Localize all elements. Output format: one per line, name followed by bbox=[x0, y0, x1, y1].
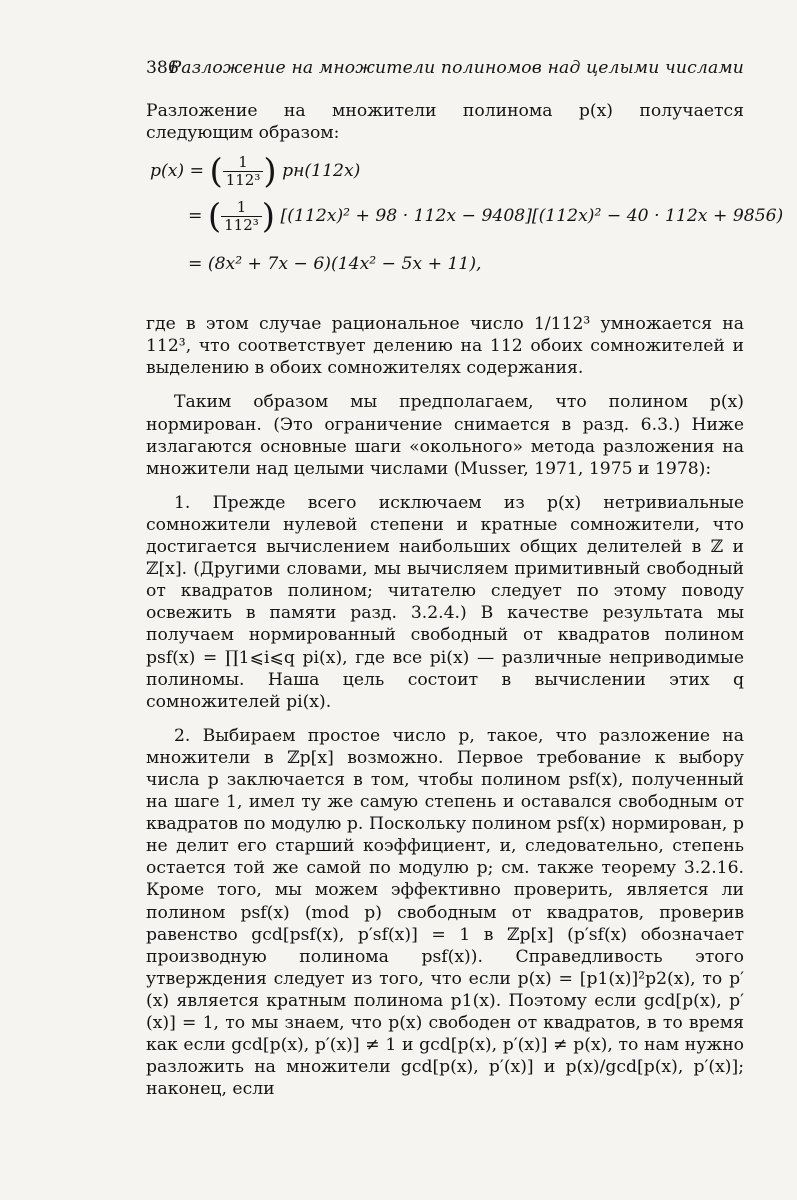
page-number: 386 bbox=[146, 58, 179, 78]
running-title: Разложение на множители полиномов над целыми числами bbox=[169, 58, 744, 78]
equation-line-3: = (8x² + 7x − 6)(14x² − 5x + 11), bbox=[188, 254, 482, 275]
equation-line-2: = ( $\frac{1}{\text{112³}}$ ) [(112x)² + 98 · 112x − 9408][(112x)² − 40 · 112x + 9856) bbox=[188, 196, 784, 237]
equation-block bbox=[150, 151, 784, 284]
method-intro-paragraph: Таким образом мы предполагаем, что полином p(x) нормирован. (Это ограничение снимается в разд. 6.3.) Ниже излагаются основные шаги «окольного» метода разложения на множители над целыми числами (Musser, 1971, 1975 и 1978): bbox=[146, 392, 744, 479]
step-1-paragraph: 1. Прежде всего исключаем из p(x) нетривиальные сомножители нулевой степени и кратные сомножители, что достигается вычислением наибольших общих делителей в ℤ и ℤ[x]. (Другими словами, мы вычисляем примитивный свободный от квадратов полином; читателю следует по этому поводу освежить в памяти разд. 3.2.4.) В качестве результата мы получаем нормированный свободный от квадратов полином psf(x) = ∏1⩽i⩽q pi(x), где все pi(x) — различные неприводимые полиномы. Наша цель состоит в вычислении этих q сомножителей pi(x). bbox=[146, 492, 744, 712]
page-header bbox=[146, 58, 744, 84]
after-equation-paragraph: где в этом случае рациональное число 1/112³ умножается на 112³, что соответствует делению на 112 обоих сомножителей и выделению в обоих сомножителях содержания. bbox=[146, 314, 744, 379]
page-body bbox=[146, 100, 784, 1100]
step-2-paragraph: 2. Выбираем простое число p, такое, что разложение на множители в ℤp[x] возможно. Первое требование к выбору числа p заключается в том, чтобы полином psf(x), полученный на шаге 1, имел ту же самую степень и оставался свободным от квадратов по модулю p. Поскольку полином psf(x) нормирован, p не делит его старший коэффициент, и, следовательно, степень остается той же самой по модулю p; см. также теорему 3.2.16. Кроме того, мы можем эффективно проверить, является ли полином psf(x) (mod p) свободным от квадратов, проверив равенство gcd[psf(x), p′sf(x)] = 1 в ℤp[x] (p′sf(x) обозначает производную полинома psf(x)). Справедливость этого утверждения следует из того, что если p(x) = [p1(x)]²p2(x), то p′(x) является кратным полинома p1(x). Поэтому если gcd[p(x), p′(x)] = 1, то мы знаем, что p(x) свободен от квадратов, в то время как если gcd[p(x), p′(x)] ≠ 1 и gcd[p(x), p′(x)] ≠ p(x), то нам нужно разложить на множители gcd[p(x), p′(x)] и p(x)/gcd[p(x), p′(x)]; наконец, если bbox=[146, 725, 744, 1100]
fraction: $\frac{1}{\text{112³}}$ bbox=[221, 199, 262, 234]
equation-line-1: p(x) = ( $\frac{1}{\text{112³}}$ ) pн(112x) bbox=[150, 151, 361, 192]
fraction: $\frac{1}{\text{112³}}$ bbox=[223, 154, 264, 189]
intro-paragraph: Разложение на множители полинома p(x) получается следующим образом: bbox=[146, 101, 744, 144]
